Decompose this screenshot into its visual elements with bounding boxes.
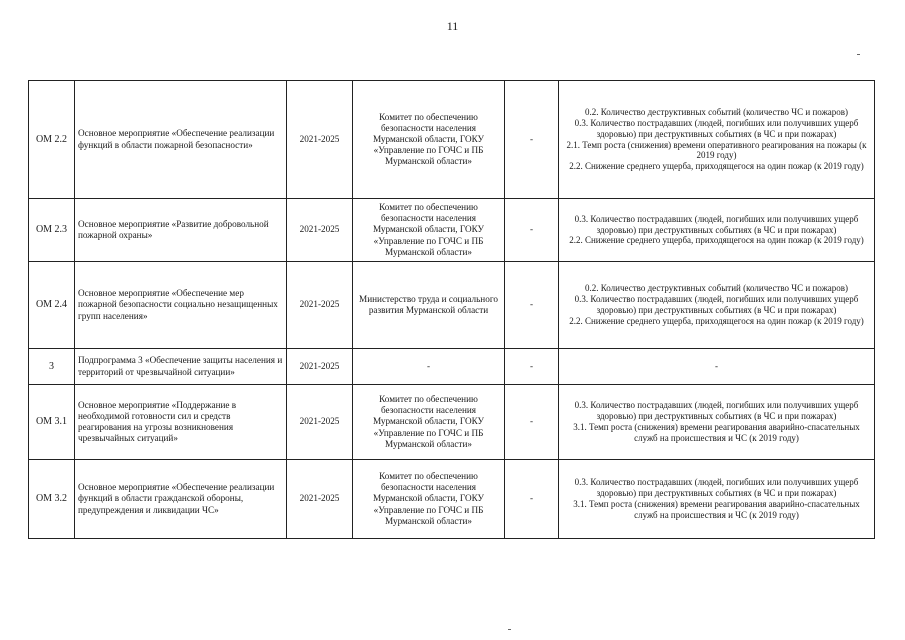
row-years: 2021-2025 xyxy=(287,199,353,262)
row-indicators xyxy=(559,460,875,539)
row-years: 2021-2025 xyxy=(287,385,353,460)
program-activities-table xyxy=(28,80,875,539)
row-indicators xyxy=(559,199,875,262)
table-row xyxy=(29,349,875,385)
indicator-item: 0.3. Количество пострадавших (людей, погибших или получивших ущерб здоровью) при деструктивных событиях (в ЧС и при пожарах) xyxy=(574,117,859,139)
page-number: 11 xyxy=(446,19,459,33)
indicator-item: 0.3. Количество пострадавших (людей, погибших или получивших ущерб здоровью) при деструктивных событиях (в ЧС и при пожарах) xyxy=(574,294,859,315)
scan-speck xyxy=(857,54,860,55)
row-indicators xyxy=(559,385,875,460)
table-row xyxy=(29,199,875,262)
row-activity-name: Основное мероприятие «Обеспечение мер пожарной безопасности социально незащищенных групп населения» xyxy=(75,262,287,349)
row-executor: Комитет по обеспечению безопасности населения Мурманской области, ГОКУ «Управление по ГОЧС и ПБ Мурманской области» xyxy=(353,385,505,460)
indicator-item: - xyxy=(715,361,718,372)
row-years: 2021-2025 xyxy=(287,460,353,539)
indicator-item: 0.2. Количество деструктивных событий (количество ЧС и пожаров) xyxy=(584,283,849,294)
row-activity-name: Основное мероприятие «Развитие добровольной пожарной охраны» xyxy=(75,199,287,262)
row-activity-name: Основное мероприятие «Поддержание в необходимой готовности сил и средств реагирования на угрозы возникновения чрезвычайных ситуаций» xyxy=(75,385,287,460)
indicator-item: 0.3. Количество пострадавших (людей, погибших или получивших ущерб здоровью) при деструктивных событиях (в ЧС и при пожарах) xyxy=(574,213,859,235)
row-extra: - xyxy=(505,262,559,349)
indicator-item: 2.1. Темп роста (снижения) времени оперативного реагирования на пожары (к 2019 году) xyxy=(566,139,867,161)
row-executor: Комитет по обеспечению безопасности населения Мурманской области, ГОКУ «Управление по ГОЧС и ПБ Мурманской области» xyxy=(353,199,505,262)
row-extra: - xyxy=(505,460,559,539)
indicator-item: 2.2. Снижение среднего ущерба, приходящегося на один пожар (к 2019 году) xyxy=(569,235,864,246)
indicator-item: 0.2. Количество деструктивных событий (количество ЧС и пожаров) xyxy=(584,107,849,118)
row-code: ОМ 2.2 xyxy=(29,81,75,199)
indicator-item: 2.2. Снижение среднего ущерба, приходящегося на один пожар (к 2019 году) xyxy=(569,161,864,172)
row-indicators xyxy=(559,349,875,385)
row-years: 2021-2025 xyxy=(287,349,353,385)
row-executor: - xyxy=(353,349,505,385)
row-indicators xyxy=(559,81,875,199)
indicator-item: 0.3. Количество пострадавших (людей, погибших или получивших ущерб здоровью) при деструктивных событиях (в ЧС и при пожарах) xyxy=(574,477,859,499)
indicator-item: 0.3. Количество пострадавших (людей, погибших или получивших ущерб здоровью) при деструктивных событиях (в ЧС и при пожарах) xyxy=(574,400,859,422)
row-executor: Министерство труда и социального развития Мурманской области xyxy=(353,262,505,349)
row-extra: - xyxy=(505,199,559,262)
row-activity-name: Подпрограмма 3 «Обеспечение защиты населения и территорий от чрезвычайной ситуации» xyxy=(75,349,287,385)
table-row xyxy=(29,81,875,199)
row-code: 3 xyxy=(29,349,75,385)
row-extra: - xyxy=(505,349,559,385)
table-row xyxy=(29,262,875,349)
row-code: ОМ 2.4 xyxy=(29,262,75,349)
scan-speck xyxy=(508,629,511,630)
row-activity-name: Основное мероприятие «Обеспечение реализации функций в области пожарной безопасности» xyxy=(75,81,287,199)
indicator-item: 3.1. Темп роста (снижения) времени реагирования аварийно-спасательных служб на происшествия и ЧС (к 2019 году) xyxy=(573,422,860,443)
row-executor: Комитет по обеспечению безопасности населения Мурманской области, ГОКУ «Управление по ГОЧС и ПБ Мурманской области» xyxy=(353,81,505,199)
row-indicators xyxy=(559,262,875,349)
indicator-item: 3.1. Темп роста (снижения) времени реагирования аварийно-спасательных служб на происшествия и ЧС (к 2019 году) xyxy=(573,499,860,520)
row-extra: - xyxy=(505,385,559,460)
row-executor: Комитет по обеспечению безопасности населения Мурманской области, ГОКУ «Управление по ГОЧС и ПБ Мурманской области» xyxy=(353,460,505,539)
row-code: ОМ 3.2 xyxy=(29,460,75,539)
indicator-item: 2.2. Снижение среднего ущерба, приходящегося на один пожар (к 2019 году) xyxy=(569,315,864,326)
table-row xyxy=(29,460,875,539)
row-activity-name: Основное мероприятие «Обеспечение реализации функций в области гражданской обороны, предупреждения и ликвидации ЧС» xyxy=(75,460,287,539)
table-row xyxy=(29,385,875,460)
row-years: 2021-2025 xyxy=(287,262,353,349)
row-code: ОМ 3.1 xyxy=(29,385,75,460)
row-years: 2021-2025 xyxy=(287,81,353,199)
row-extra: - xyxy=(505,81,559,199)
row-code: ОМ 2.3 xyxy=(29,199,75,262)
